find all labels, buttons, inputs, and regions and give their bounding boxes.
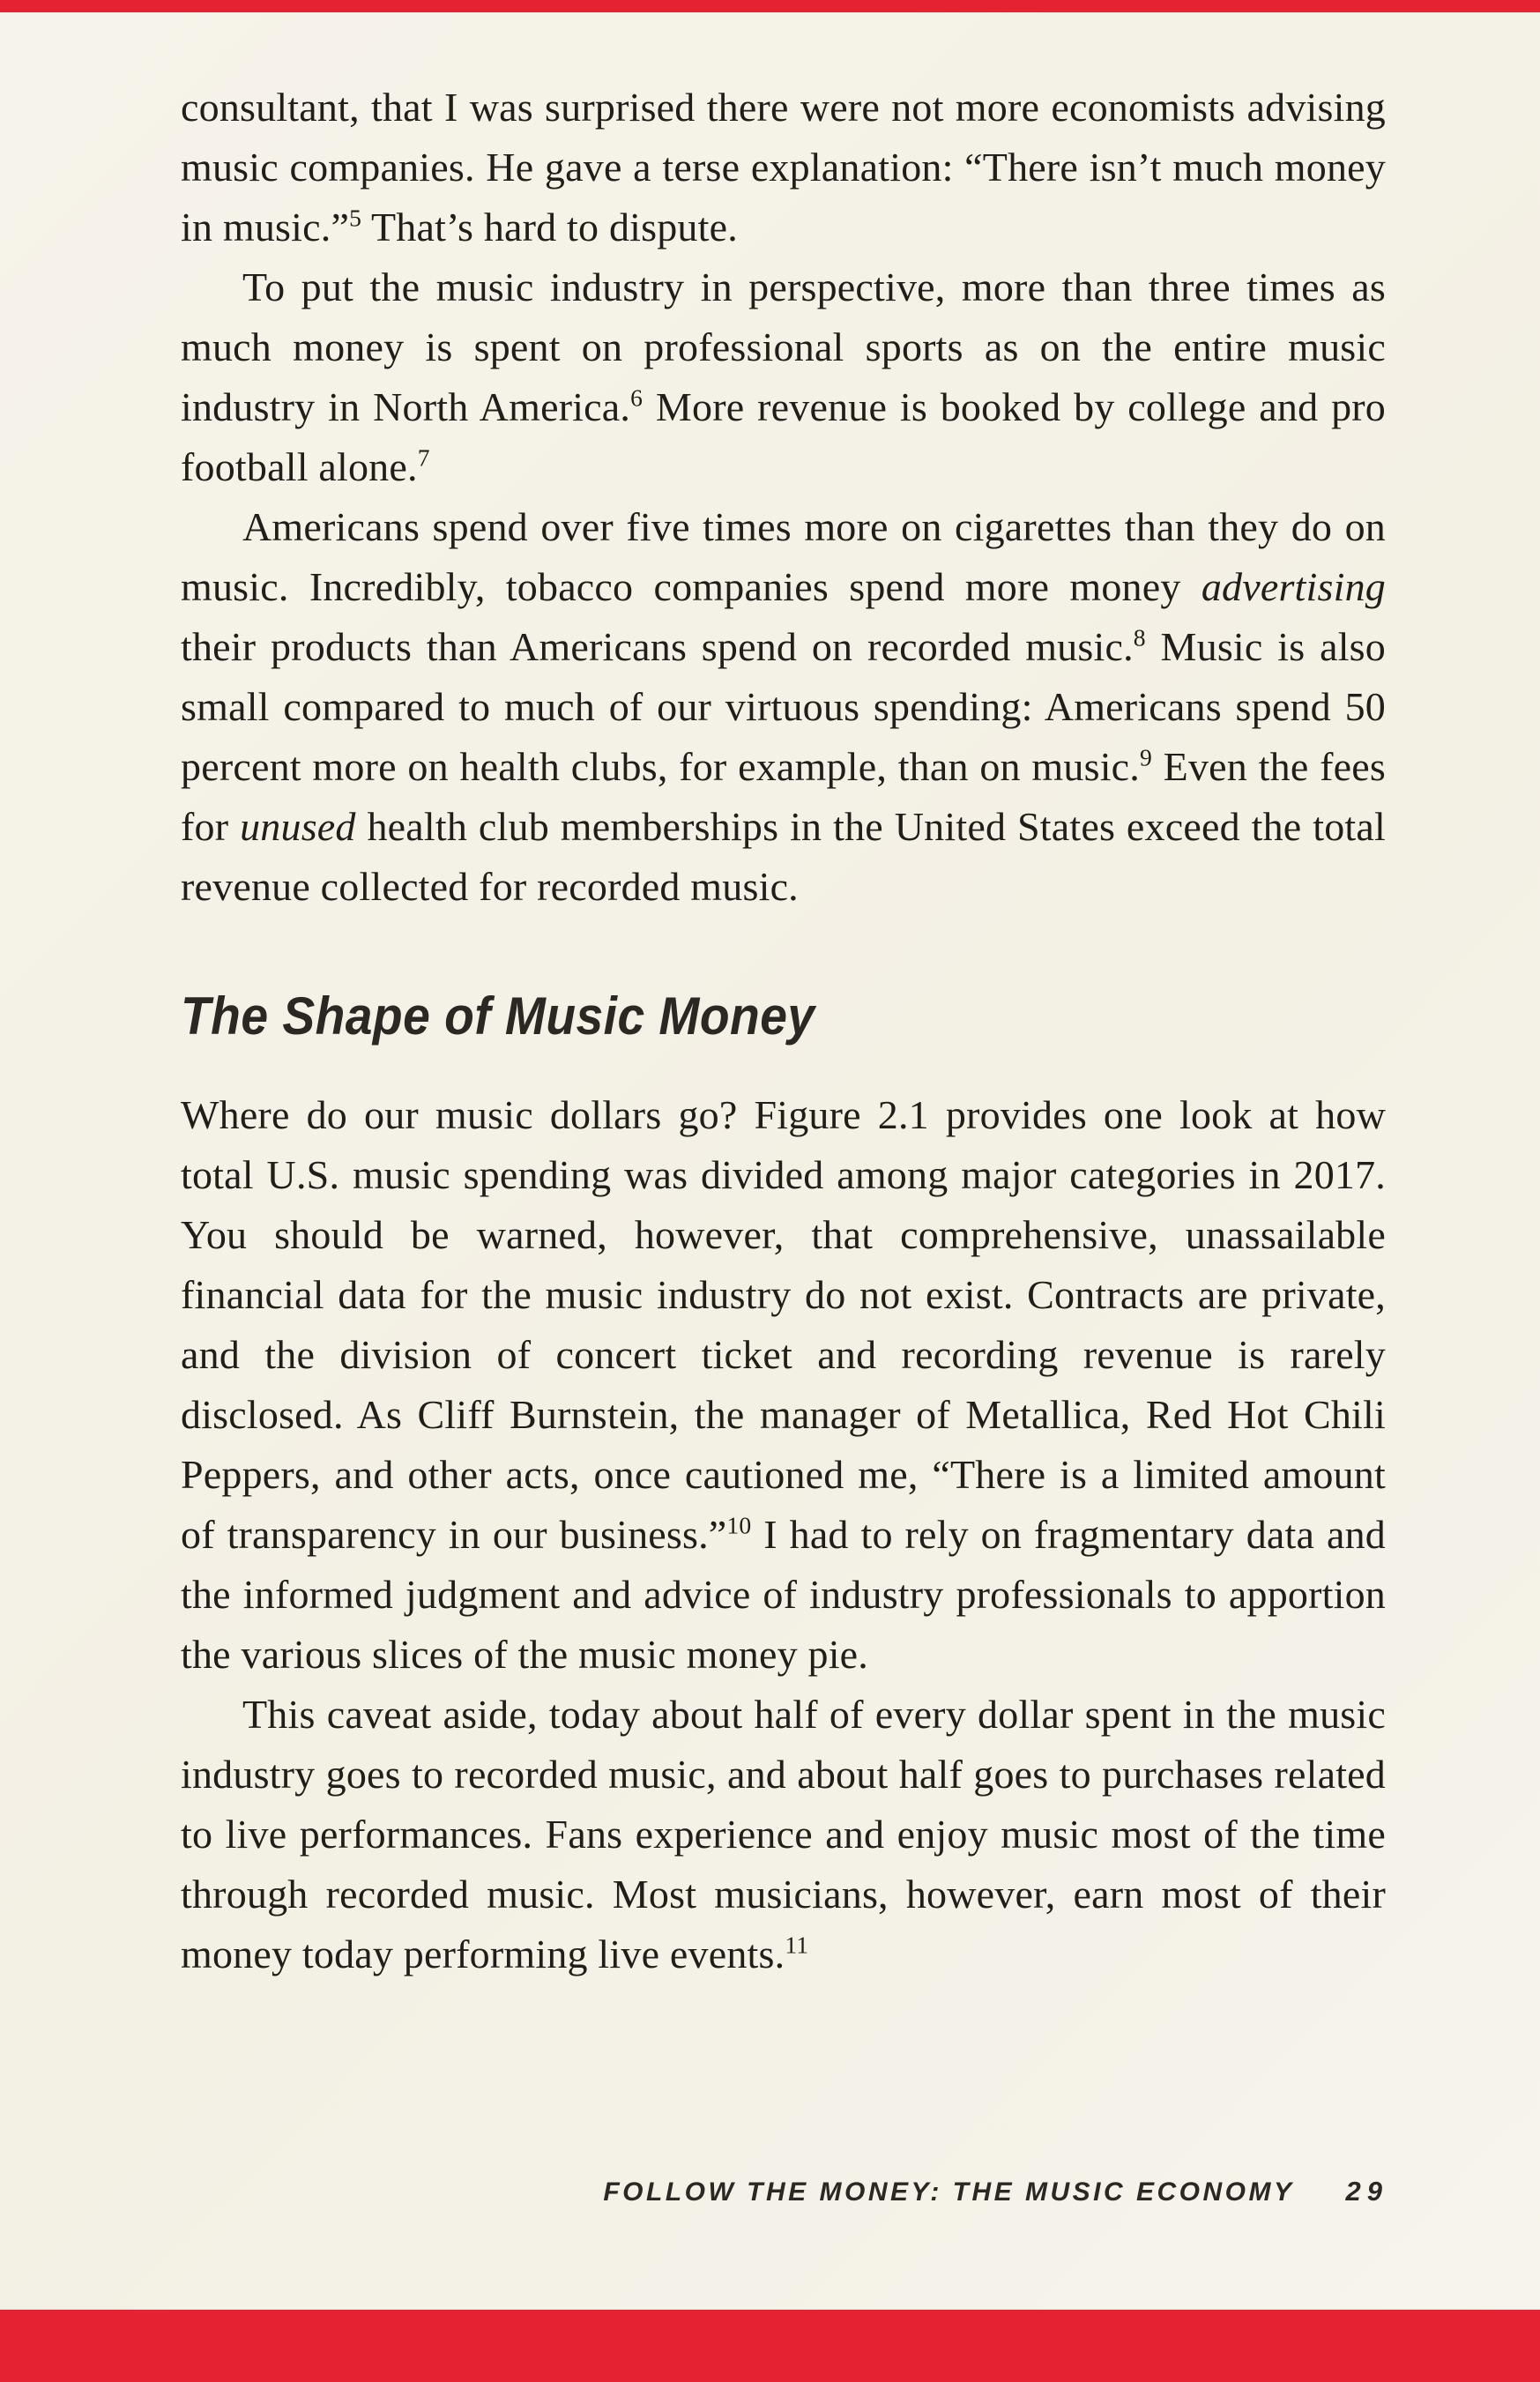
footer-chapter-title: FOLLOW THE MONEY: THE MUSIC ECONOMY <box>603 2177 1295 2207</box>
page-number: 29 <box>1345 2176 1388 2207</box>
running-footer <box>603 2176 1388 2207</box>
paragraph: consultant, that I was surprised there were not more economists advising music companies. He gave a terse explanation: “There isn’t much money in music.”$^5$ That’s hard to dispute. <box>181 85 1386 249</box>
section-heading: The Shape of Music Money <box>181 986 815 1046</box>
paragraph: This caveat aside, today about half of every dollar spent in the music industry goes to recorded music, and about half goes to purchases related to live performances. Fans experience and enjoy music most of the time through recorded music. Most musicians, however, earn most of their money today performing live events.$^{11}$ <box>181 1692 1386 1976</box>
paragraph: Americans spend over five times more on cigarettes than they do on music. Incredibly, tobacco companies spend more money advertising their products than Americans spend on recorded music.$^8$ Music is also small compared to much of our virtuous spending: Americans spend 50 percent more on health clubs, for example, than on music.$^9$ Even the fees for unused health club memberships in the United States exceed the total revenue collected for recorded music. <box>181 504 1387 909</box>
bottom-cover-band <box>0 2310 1540 2382</box>
top-cover-band <box>0 0 1540 12</box>
page-body-text <box>181 78 1386 1984</box>
paragraph: Where do our music dollars go? Figure 2.1 provides one look at how total U.S. music spending was divided among major categories in 2017. You should be warned, however, that comprehensive, unassailable financial data for the music industry do not exist. Contracts are private, and the division of concert ticket and recording revenue is rarely disclosed. As Cliff Burnstein, the manager of Metallica, Red Hot Chili Peppers, and other acts, once cautioned me, “There is a limited amount of transparency in our business.”$^{10}$ I had to rely on fragmentary data and the informed judgment and advice of industry professionals to apportion the various slices of the music money pie. <box>181 1092 1386 1677</box>
paragraph: To put the music industry in perspective, more than three times as much money is spent on professional sports as on the entire music industry in North America.$^6$ More revenue is booked by college and pro football alone.$^7$ <box>181 264 1386 489</box>
